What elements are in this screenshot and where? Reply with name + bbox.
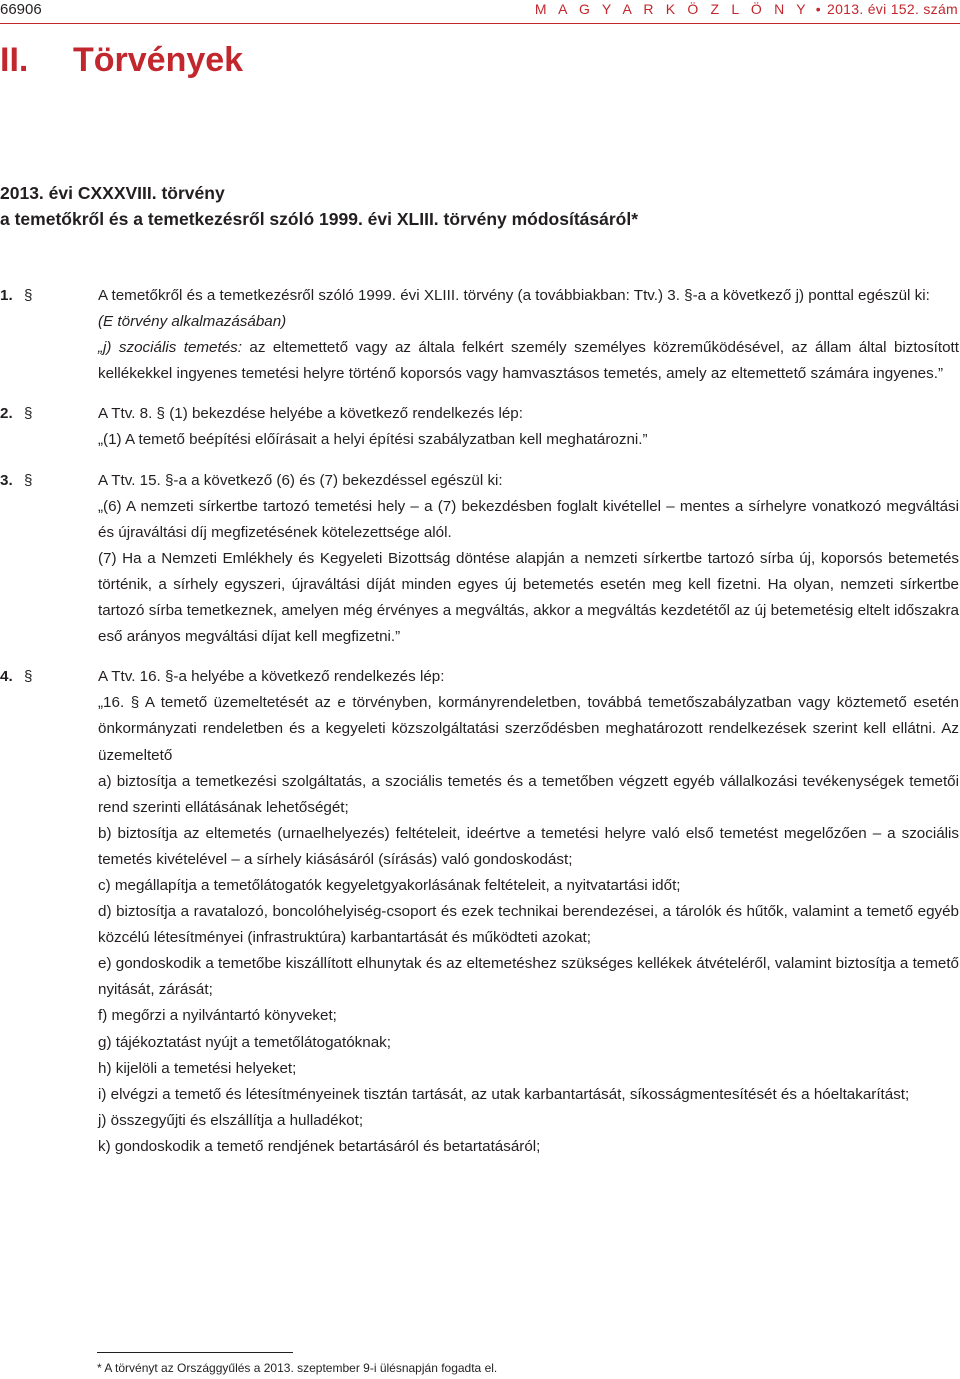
paragraph-sign: §: [24, 287, 33, 304]
list-item-j: j) összegyűjti és elszállítja a hulladékot;: [98, 1111, 364, 1129]
paragraph-number: 2.: [0, 405, 13, 423]
list-item-g: g) tájékoztatást nyújt a temetőlátogatóknak;: [98, 1033, 391, 1051]
law-title-line2-wrap: [0, 206, 638, 232]
paragraph-content: [98, 283, 959, 387]
quote-term: „j) szociális temetés:: [98, 339, 242, 357]
paragraph-sign: §: [24, 471, 33, 489]
paragraph-content: [98, 468, 959, 651]
list-item-a: a) biztosítja a temetkezési szolgáltatás, a szociális temetés és a temetőben végzett egyéb vállalkozási tevékenységek temetői rend szerinti ellátásának lehetőségét;: [98, 772, 959, 816]
list-item-d: d) biztosítja a ravatalozó, boncolóhelyiség-csoport és ezek technikai berendezései, a tárolók és hűtők, valamint a temető egyéb közcélú létesítményei (infrastruktúra) karbantartását és működteti azokat;: [98, 903, 959, 947]
paragraph-content: [98, 664, 959, 1160]
paragraph-context: [98, 309, 959, 335]
list-item-f: f) megőrzi a nyilvántartó könyveket;: [98, 1007, 337, 1025]
footnote-mark: *: [631, 209, 639, 229]
paragraph-4: [0, 664, 960, 1160]
paragraph-1: [0, 283, 960, 387]
list-item-i: i) elvégzi a temető és létesítményeinek tisztán tartását, az utak karbantartását, síkosságmentesítését és a hóeltakarítást;: [98, 1085, 910, 1103]
journal-name: M A G Y A R K Ö Z L Ö N Y: [534, 1, 810, 17]
list-item-h: h) kijelöli a temetési helyeket;: [98, 1059, 297, 1077]
paragraph-number: 4.: [0, 668, 13, 686]
quote-text: az eltemettető vagy az általa felkért személy személyes közreműködésével, az állam által biztosított kellékekkel ingyenes temetési helyre történő koporsós vagy hamvasztásos temetés, amely az eltemettető számára ingyenes.”: [98, 339, 959, 383]
paragraph-number: 3.: [0, 471, 13, 489]
paragraph-intro: A Ttv. 16. §-a helyébe a következő rendelkezés lép:: [98, 668, 445, 686]
paragraph-text: „(1) A temető beépítési előírásait a helyi építési szabályzatban kell meghatározni.”: [98, 431, 648, 449]
paragraph-sign: §: [24, 405, 33, 423]
law-title-line1: 2013. évi CXXXVIII. törvény: [0, 183, 225, 203]
paragraph-intro: A Ttv. 15. §-a a következő (6) és (7) bekezdéssel egészül ki:: [98, 471, 503, 489]
paragraph-intro: A Ttv. 8. § (1) bekezdése helyébe a következő rendelkezés lép:: [98, 405, 523, 423]
paragraph-lead: „16. § A temető üzemeltetését az e törvényben, kormányrendeletben, továbbá temetőszabályzatban vagy köztemető esetén önkormányzati rendeletben és a kegyeleti közszolgáltatási szerződésben meghatározott rendelkezések szerint kell ellátni. Az üzemeltető: [98, 694, 959, 764]
law-title: [0, 180, 638, 232]
paragraph-number: 1.: [0, 287, 13, 304]
section-title: Törvények: [73, 41, 244, 79]
body-text: [0, 283, 960, 1160]
paragraph-sign: §: [24, 668, 33, 686]
issue-number: 2013. évi 152. szám: [827, 1, 958, 17]
paragraph-2: [0, 401, 960, 453]
page-number: 66906: [0, 1, 42, 18]
paragraph-quote: [98, 335, 959, 387]
section-roman: II.: [0, 41, 29, 79]
header-bullet: •: [815, 1, 821, 17]
list-item-k: k) gondoskodik a temető rendjének betartásáról és betartatásáról;: [98, 1137, 541, 1155]
context-text: (E törvény alkalmazásában): [98, 313, 287, 331]
paragraph-content: [98, 401, 959, 453]
list-item-e: e) gondoskodik a temetőbe kiszállított elhunytak és az eltemetéshez szükséges kellékek átvételéről, valamint biztosítja a temető nyitását, zárását;: [98, 955, 959, 999]
law-title-line2: a temetőkről és a temetkezésről szóló 1999. évi XLIII. törvény módosításáról: [0, 209, 632, 229]
footnote: * A törvényt az Országgyűlés a 2013. szeptember 9-i ülésnapján fogadta el.: [97, 1361, 498, 1375]
list-item-c: c) megállapítja a temetőlátogatók kegyeletgyakorlásának feltételeit, a nyitvatartási időt;: [98, 876, 681, 894]
running-header: [535, 1, 958, 17]
header-rule: [0, 23, 960, 24]
paragraph-3: [0, 468, 960, 651]
section-heading: [0, 37, 243, 83]
subsection-6: „(6) A nemzeti sírkertbe tartozó temetési hely – a (7) bekezdésben foglalt kivétellel – mentes a sírhelyre vonatkozó megváltási és újraváltási díj megfizetésének kötelezettsége alól.: [98, 497, 959, 541]
paragraph-intro: A temetőkről és a temetkezésről szóló 1999. évi XLIII. törvény (a továbbiakban: Ttv.) 3. §-a a következő j) ponttal egészül ki:: [98, 287, 930, 304]
footnote-rule: [97, 1352, 293, 1353]
list-item-b: b) biztosítja az eltemetés (urnaelhelyezés) feltételeit, ideértve a temetési helyre való első temetést megelőzően – a szociális temetés kivételével – a sírhely kiásásáról (sírásás) való gondoskodást;: [98, 824, 959, 868]
subsection-7: (7) Ha a Nemzeti Emlékhely és Kegyeleti Bizottság döntése alapján a nemzeti sírkertbe tartozó sírba új, koporsós betemetés történik, a sírhely egyszeri, újraváltási díját minden egyes új betemetés esetén meg kell fizetni. Ha olyan, nemzeti sírkertbe tartozó sírba temetkeznek, amelyen még érvényes a megváltás, akkor a megváltás kezdetétől az új betemetésig eltelt időszakra eső arányos megváltási díjat kell megfizetni.”: [98, 549, 959, 646]
